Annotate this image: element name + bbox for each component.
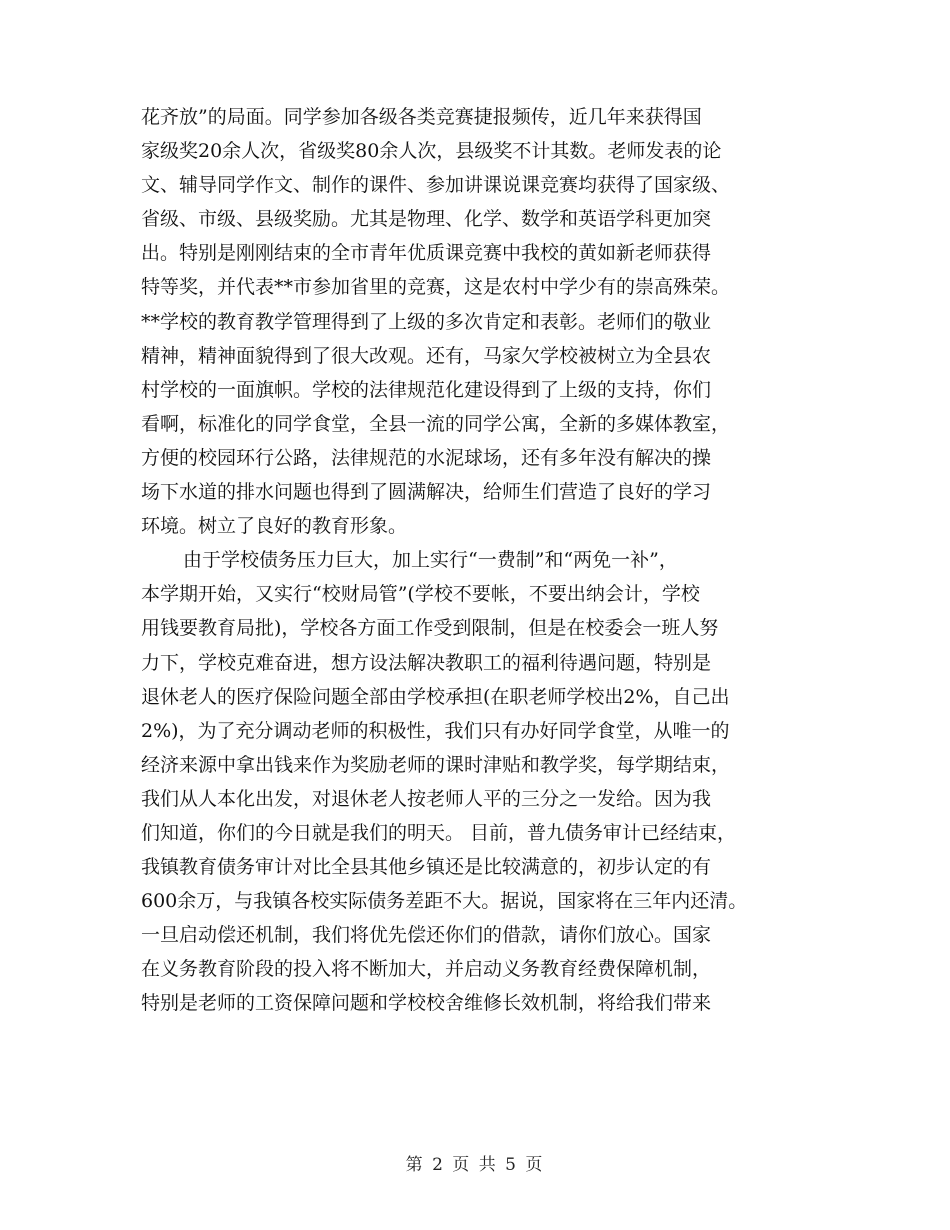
- text-line: 用钱要教育局批)，学校各方面工作受到限制，但是在校委会一班人努: [141, 617, 719, 640]
- text-line: 我镇教育债务审计对比全县其他乡镇还是比较满意的，初步认定的有: [141, 856, 712, 879]
- body-text: [141, 100, 841, 1021]
- text-line: 省级、市级、县级奖励。尤其是物理、化学、数学和英语学科更加突: [141, 208, 712, 231]
- text-line: 我们从人本化出发，对退休老人按老师人平的三分之一发给。因为我: [141, 787, 712, 810]
- text-line: 在义务教育阶段的投入将不断加大，并启动义务教育经费保障机制，: [141, 958, 712, 981]
- text-line: 们知道，你们的今日就是我们的明天。 目前，普九债务审计已经结束，: [141, 821, 737, 844]
- text-line: 退休老人的医疗保险问题全部由学校承担(在职老师学校出2%，自己出: [141, 685, 730, 708]
- text-line: 场下水道的排水问题也得到了圆满解决，给师生们营造了良好的学习: [141, 481, 712, 504]
- text-line: 特等奖，并代表**市参加省里的竞赛，这是农村中学少有的崇高殊荣。: [141, 276, 731, 299]
- text-line: 本学期开始，又实行“校财局管”(学校不要帐，不要出纳会计，学校: [141, 583, 700, 606]
- text-line: 方便的校园环行公路，法律规范的水泥球场，还有多年没有解决的操: [141, 446, 712, 469]
- text-line: 村学校的一面旗帜。学校的法律规范化建设得到了上级的支持，你们: [141, 378, 712, 401]
- text-line: 家级奖20余人次，省级奖80余人次，县级奖不计其数。老师发表的论: [141, 140, 722, 163]
- text-line: 一旦启动偿还机制，我们将优先偿还你们的借款，请你们放心。国家: [141, 924, 712, 947]
- page-number: 第 2 页 共 5 页: [405, 1155, 545, 1175]
- text-line: 环境。树立了良好的教育形象。: [141, 515, 408, 538]
- text-line: 力下，学校克难奋进，想方设法解决教职工的福利待遇问题，特别是: [141, 651, 712, 674]
- text-line: 花齐放”的局面。同学参加各级各类竞赛捷报频传，近几年来获得国: [141, 106, 702, 128]
- text-line: 经济来源中拿出钱来作为奖励老师的课时津贴和教学奖，每学期结束，: [141, 753, 731, 776]
- text-line: 文、辅导同学作文、制作的课件、参加讲课说课竞赛均获得了国家级、: [141, 174, 731, 197]
- text-line: 特别是老师的工资保障问题和学校校舍维修长效机制，将给我们带来: [141, 992, 712, 1015]
- text-line: 看啊，标准化的同学食堂，全县一流的同学公寓，全新的多媒体教室，: [141, 412, 731, 435]
- text-line: 精神，精神面貌得到了很大改观。还有，马家欠学校被树立为全县农: [141, 344, 712, 367]
- text-line: 600余万，与我镇各校实际债务差距不大。据说，国家将在三年内还清。: [141, 890, 748, 913]
- paragraph-start-line: 由于学校债务压力巨大，加上实行“一费制”和“两免一补”，: [183, 549, 678, 572]
- text-line: 2%)，为了充分调动老师的积极性，我们只有办好同学食堂，从唯一的: [141, 719, 730, 742]
- text-line: 出。特别是刚刚结束的全市青年优质课竞赛中我校的黄如新老师获得: [141, 242, 712, 265]
- text-line: **学校的教育教学管理得到了上级的多次肯定和表彰。老师们的敬业: [141, 310, 712, 333]
